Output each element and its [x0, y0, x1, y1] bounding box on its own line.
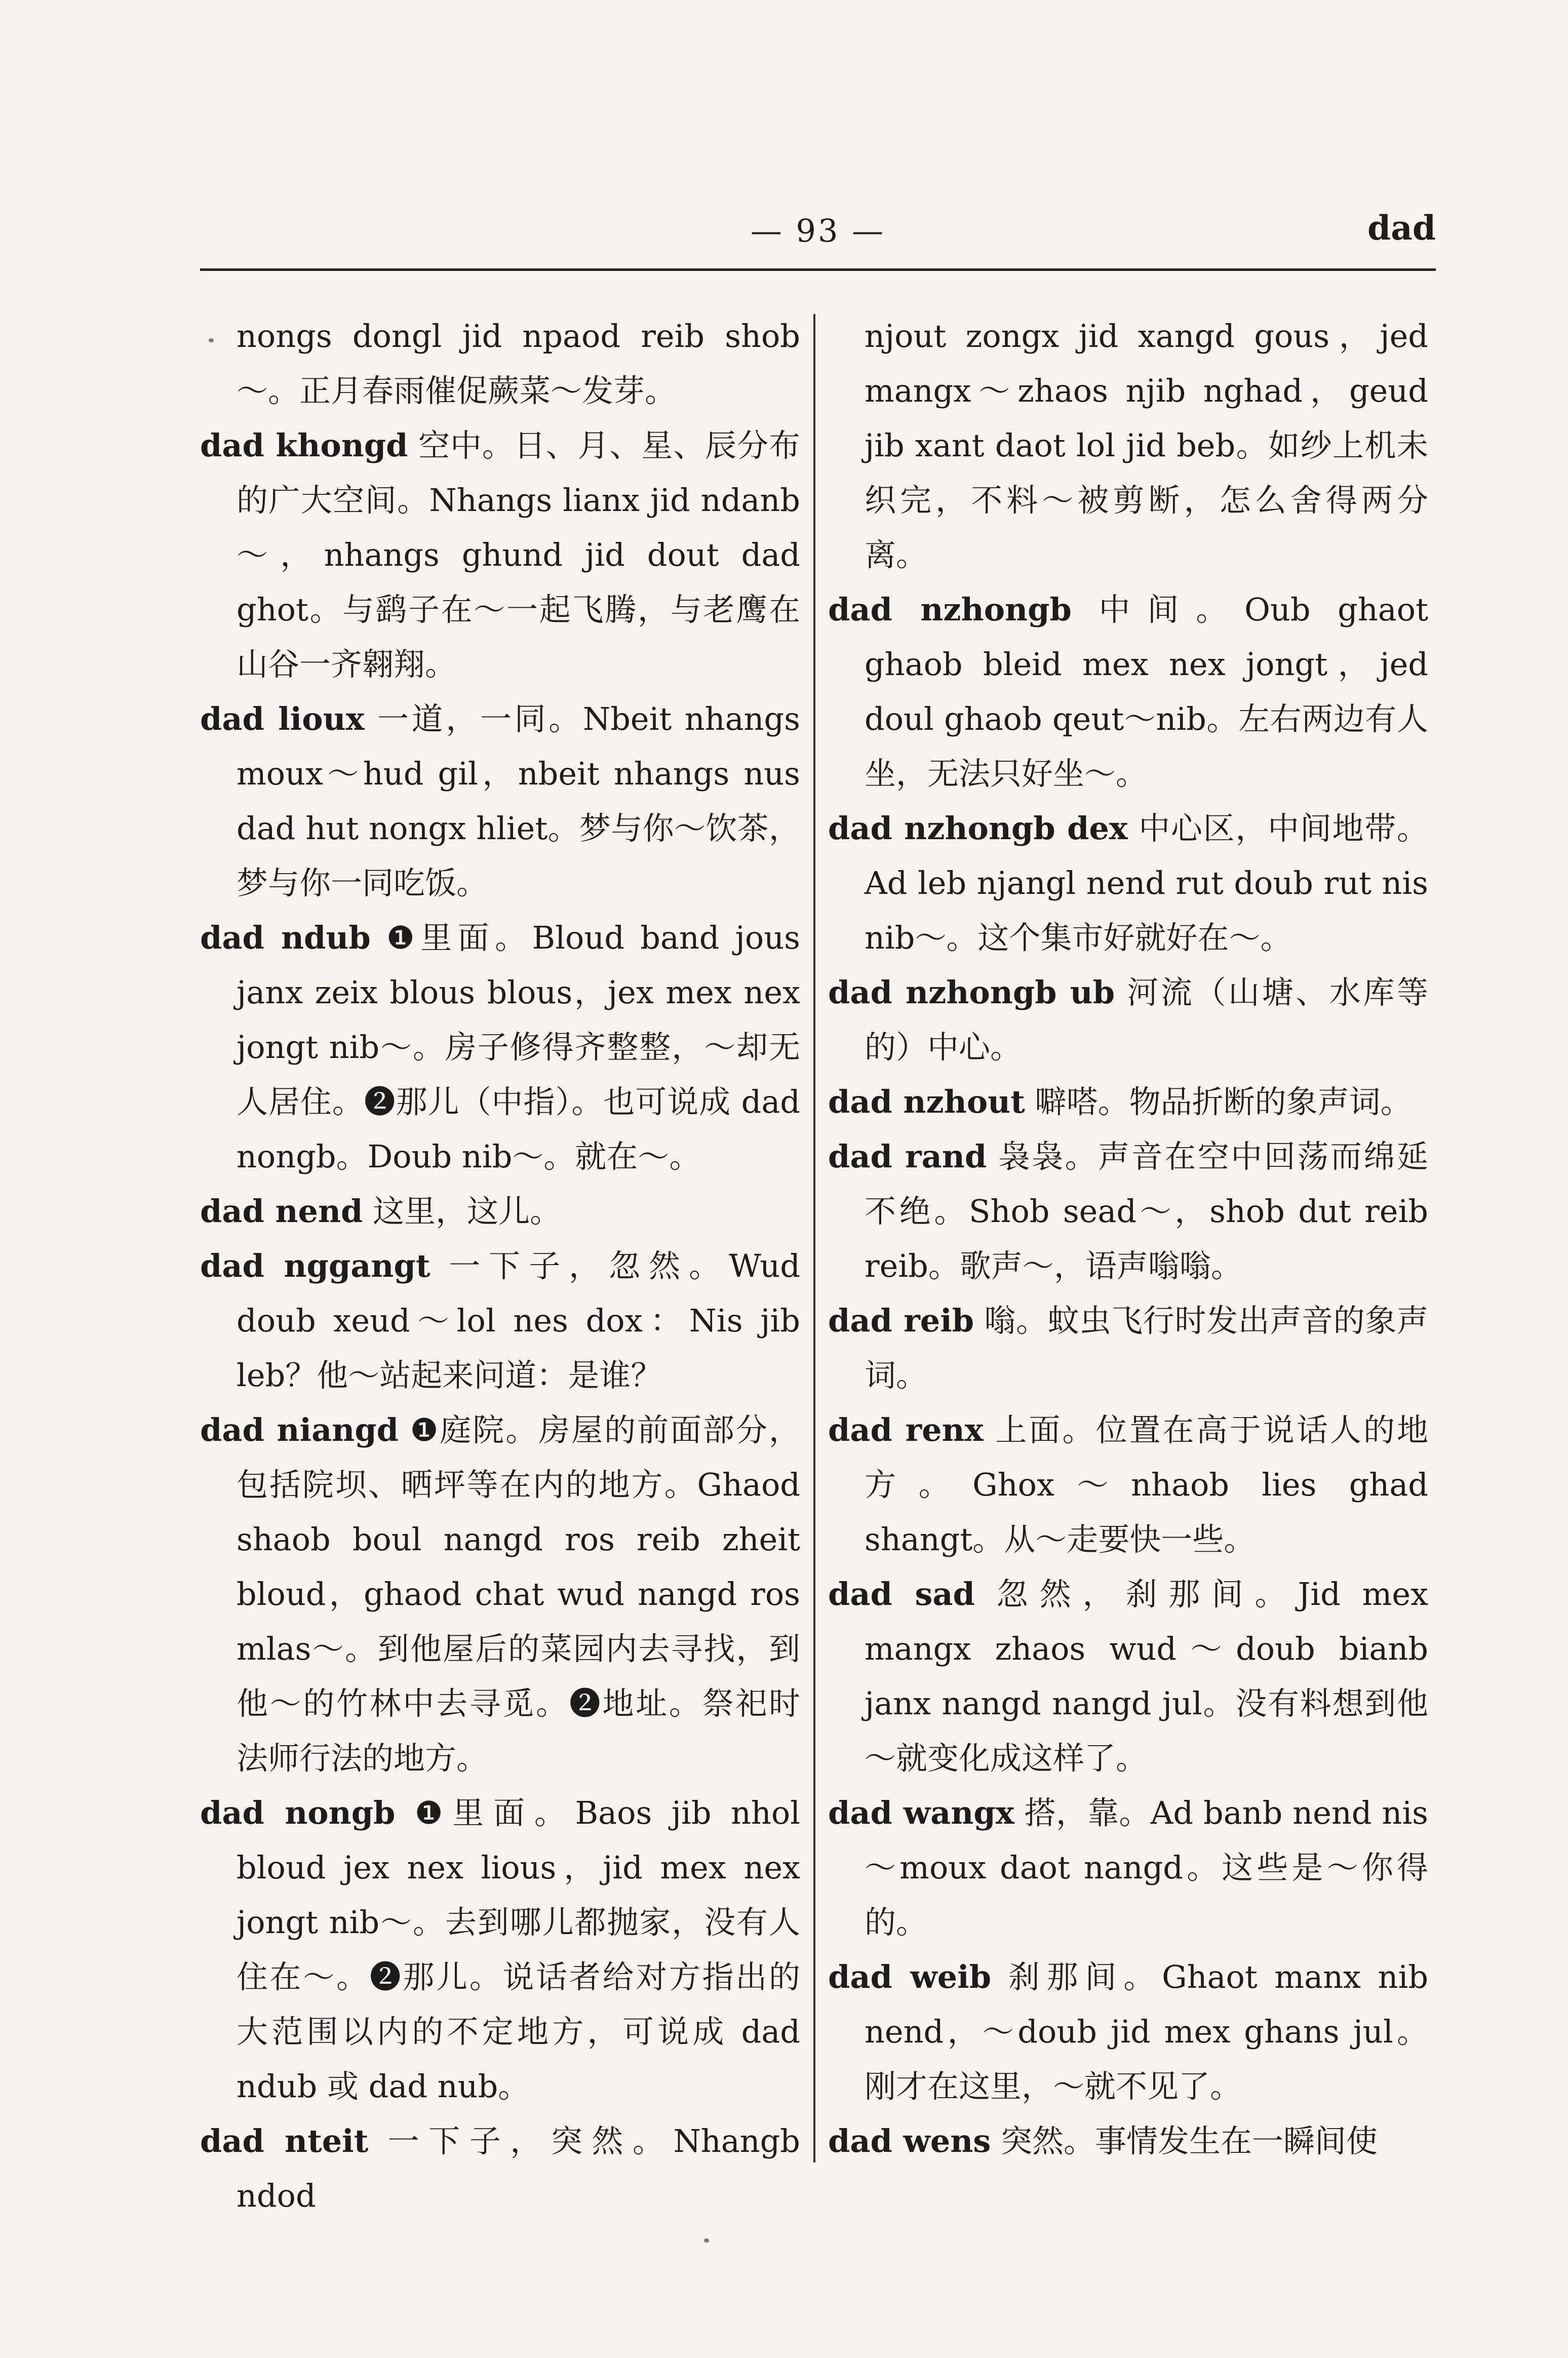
- entry-headword: dad lioux: [200, 700, 365, 737]
- entry-headword: dad khongd: [200, 427, 408, 464]
- entry-text: ❶里面。Baos jib nhol bloud jex nex lious，jid mex nex jongt nib～。去到哪儿都抛家，没有人住在～。❷那儿。说话者给对方指出的大范围以内的不定地方，可说成 dad ndub 或 dad nub。: [237, 1794, 801, 2105]
- entry-text: 刹那间。Ghaot manx nib nend，～doub jid mex ghans jul。刚才在这里，～就不见了。: [865, 1958, 1429, 2105]
- entry-text: nongs dongl jid npaod reib shob～。正月春雨催促蕨菜～发芽。: [237, 318, 800, 409]
- dictionary-entry: [828, 801, 1428, 965]
- entry-headword: dad sad: [828, 1576, 975, 1613]
- dictionary-entry: [828, 582, 1428, 801]
- running-head: dad: [1367, 208, 1436, 248]
- entry-headword: dad rand: [828, 1138, 987, 1175]
- print-speck: [704, 2238, 709, 2243]
- entry-text: njout zongx jid xangd gous，jed mangx～zhaos njib nghad，geud jib xant daot lol jid beb。如纱上机未织完，不料～被剪断，怎么舍得两分离。: [865, 318, 1428, 573]
- dictionary-entry: [200, 418, 800, 692]
- entry-text: 这里，这儿。: [363, 1193, 562, 1230]
- entry-headword: dad weib: [828, 1958, 992, 1995]
- entry-text: 搭，靠。Ad banb nend nis～moux daot nangd。这些是～你得的。: [865, 1794, 1428, 1941]
- column-divider: [813, 314, 815, 2163]
- dictionary-entry: [828, 2114, 1428, 2169]
- dictionary-entry: [828, 965, 1428, 1075]
- entry-text: 中间。Oub ghaot ghaob bleid mex nex jongt，jed doul ghaob qeut～nib。左右两边有人坐，无法只好坐～。: [865, 591, 1428, 792]
- left-column: [200, 309, 800, 2223]
- dictionary-entry: [828, 1129, 1428, 1293]
- entry-text: 噼嗒。物品折断的象声词。: [1025, 1083, 1412, 1120]
- entry-text: 空中。日、月、星、辰分布的广大空间。Nhangs lianx jid ndanb～，nhangs ghund jid dout dad ghot。与鹞子在～一起飞腾，与老鹰在山谷一齐翱翔。: [237, 427, 800, 683]
- dictionary-entry: [200, 692, 800, 911]
- dictionary-entry: [828, 1075, 1428, 1129]
- dictionary-entry: [828, 1567, 1428, 1786]
- entry-text: 袅袅。声音在空中回荡而绵延不绝。Shob sead～，shob dut reib reib。歌声～，语声嗡嗡。: [865, 1138, 1428, 1284]
- entry-headword: dad nzhout: [828, 1083, 1025, 1120]
- dictionary-entry: [828, 1786, 1428, 1950]
- entry-headword: dad niangd: [200, 1411, 399, 1448]
- entry-text: 上面。位置在高于说话人的地方。Ghox～nhaob lies ghad shangt。从～走要快一些。: [865, 1411, 1428, 1558]
- entry-text: 一道，一同。Nbeit nhangs moux～hud gil，nbeit nhangs nus dad hut nongx hliet。梦与你～饮茶，梦与你一同吃饭。: [237, 700, 800, 901]
- entry-headword: dad ndub: [200, 919, 371, 956]
- entry-headword: dad nggangt: [200, 1247, 430, 1284]
- entry-headword: dad wangx: [828, 1794, 1014, 1831]
- dictionary-entry: [828, 1950, 1428, 2114]
- dictionary-entry: [200, 309, 800, 418]
- entry-text: 中心区，中间地带。Ad leb njangl nend rut doub rut nis nib～。这个集市好就好在～。: [865, 810, 1428, 956]
- dictionary-entry: [200, 1786, 800, 2114]
- dictionary-entry: [200, 1403, 800, 1786]
- entry-headword: dad wens: [828, 2123, 991, 2159]
- entry-headword: dad nongb: [200, 1794, 396, 1831]
- page-number: — 93 —: [750, 212, 886, 249]
- entry-headword: dad nteit: [200, 2123, 369, 2159]
- entry-text: 突然。事情发生在一瞬间使: [991, 2123, 1378, 2159]
- page-header: [200, 205, 1436, 271]
- entry-headword: dad renx: [828, 1411, 984, 1448]
- entry-text: ❶庭院。房屋的前面部分，包括院坝、晒坪等在内的地方。Ghaod shaob boul nangd ros reib zheit bloud，ghaod chat wud nangd ros mlas～。到他屋后的菜园内去寻找，到他～的竹林中去寻觅。❷地址。祭祀时法师行法的地方。: [237, 1411, 801, 1777]
- entry-headword: dad nend: [200, 1193, 363, 1230]
- entry-text: 一下子，突然。Nhangb ndod: [237, 2123, 800, 2214]
- dictionary-entry: [200, 1239, 800, 1403]
- dictionary-entry: [200, 1184, 800, 1239]
- dictionary-entry: [828, 1403, 1428, 1567]
- entry-text: ❶里面。Bloud band jous janx zeix blous blous，jex mex nex jongt nib～。房子修得齐整整，～却无人居住。❷那儿（中指）。也可说成 dad nongb。Doub nib～。就在～。: [237, 919, 800, 1175]
- entry-text: 忽然，刹那间。Jid mex mangx zhaos wud～doub bianb janx nangd nangd jul。没有料想到他～就变化成这样了。: [865, 1576, 1429, 1777]
- right-column: [828, 309, 1428, 2169]
- dictionary-entry: [828, 309, 1428, 582]
- entry-headword: dad reib: [828, 1302, 974, 1339]
- entry-text: 嗡。蚊虫飞行时发出声音的象声词。: [865, 1302, 1428, 1394]
- entry-headword: dad nzhongb: [828, 591, 1072, 628]
- dictionary-entry: [200, 911, 800, 1184]
- dictionary-entry: [200, 2114, 800, 2223]
- entry-headword: dad nzhongb dex: [828, 810, 1128, 847]
- entry-text: 一下子，忽然。Wud doub xeud～lol nes dox：Nis jib leb？他～站起来问道：是谁？: [237, 1247, 800, 1394]
- entry-text: 河流（山塘、水库等的）中心。: [865, 974, 1428, 1066]
- header-rule: [200, 268, 1436, 271]
- print-speck: [209, 338, 214, 342]
- entry-headword: dad nzhongb ub: [828, 974, 1115, 1011]
- dictionary-entry: [828, 1293, 1428, 1403]
